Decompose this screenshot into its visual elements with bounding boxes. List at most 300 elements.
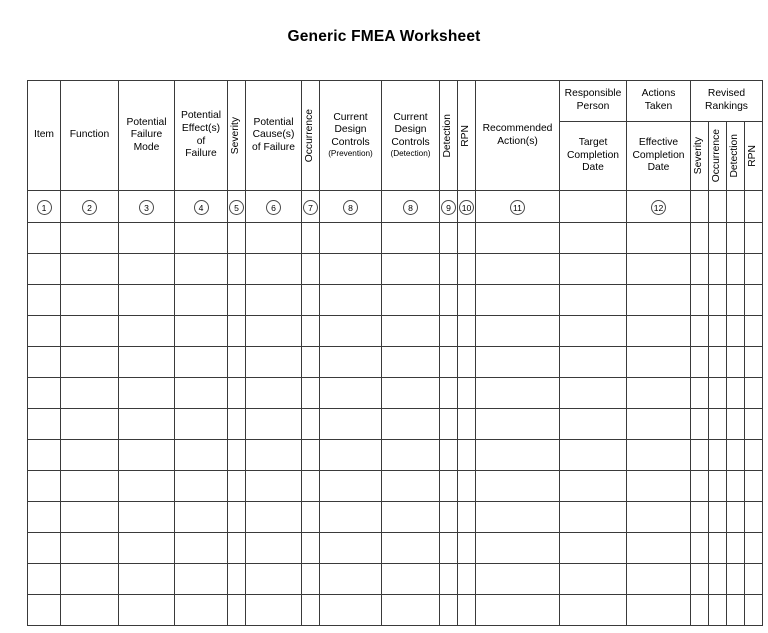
table-cell[interactable]: [458, 347, 476, 378]
table-cell[interactable]: [709, 378, 727, 409]
table-cell[interactable]: [727, 347, 745, 378]
table-cell[interactable]: [691, 378, 709, 409]
step-number-badge: 11: [510, 200, 525, 215]
table-cell[interactable]: [382, 595, 440, 626]
table-cell[interactable]: [228, 223, 246, 254]
table-cell[interactable]: [61, 347, 119, 378]
table-cell[interactable]: [246, 347, 302, 378]
table-row[interactable]: [28, 533, 763, 564]
table-row[interactable]: [28, 254, 763, 285]
column-header-occurrence-label: Occurrence: [304, 108, 316, 163]
table-cell[interactable]: [627, 223, 691, 254]
table-body: [28, 191, 763, 626]
table-cell[interactable]: [560, 254, 627, 285]
table-cell[interactable]: [691, 564, 709, 595]
page-title: Generic FMEA Worksheet: [287, 28, 481, 45]
table-cell[interactable]: [119, 254, 175, 285]
column-header-target-completion-date-label: Target Completion Date: [566, 137, 620, 174]
column-header-revised-rankings-group: [691, 81, 763, 122]
table-cell[interactable]: [458, 533, 476, 564]
table-cell[interactable]: [440, 533, 458, 564]
column-header-revised-occurrence-label: Occurrence: [711, 129, 723, 183]
table-row[interactable]: [28, 285, 763, 316]
table-cell[interactable]: [727, 595, 745, 626]
table-cell[interactable]: [175, 471, 228, 502]
table-cell[interactable]: [320, 347, 382, 378]
table-row[interactable]: [28, 378, 763, 409]
table-cell[interactable]: [228, 316, 246, 347]
table-cell[interactable]: [745, 316, 763, 347]
fmea-table-container: [27, 80, 759, 600]
table-cell[interactable]: [440, 564, 458, 595]
table-cell[interactable]: [745, 440, 763, 471]
table-cell[interactable]: [440, 254, 458, 285]
table-cell[interactable]: [246, 595, 302, 626]
table-cell[interactable]: [302, 223, 320, 254]
step-number-cell-empty: [709, 191, 727, 223]
table-cell[interactable]: [709, 440, 727, 471]
step-number-badge: 8: [343, 200, 358, 215]
step-number-badge: 12: [651, 200, 666, 215]
table-cell[interactable]: [709, 502, 727, 533]
table-cell[interactable]: [28, 440, 61, 471]
table-cell[interactable]: [28, 285, 61, 316]
table-cell[interactable]: [228, 347, 246, 378]
table-cell[interactable]: [709, 223, 727, 254]
table-cell[interactable]: [727, 378, 745, 409]
table-cell[interactable]: [627, 254, 691, 285]
table-cell[interactable]: [745, 285, 763, 316]
table-cell[interactable]: [119, 409, 175, 440]
table-cell[interactable]: [302, 254, 320, 285]
column-header-occurrence: [302, 81, 320, 191]
table-cell[interactable]: [175, 502, 228, 533]
table-cell[interactable]: [228, 533, 246, 564]
table-cell[interactable]: [320, 440, 382, 471]
table-cell[interactable]: [440, 440, 458, 471]
table-cell[interactable]: [440, 316, 458, 347]
table-cell[interactable]: [228, 595, 246, 626]
table-cell[interactable]: [382, 316, 440, 347]
table-cell[interactable]: [320, 223, 382, 254]
table-cell[interactable]: [691, 502, 709, 533]
table-cell[interactable]: [709, 595, 727, 626]
table-cell[interactable]: [627, 502, 691, 533]
table-cell[interactable]: [440, 347, 458, 378]
table-cell[interactable]: [727, 316, 745, 347]
table-cell[interactable]: [119, 595, 175, 626]
column-header-severity-label: Severity: [230, 116, 242, 155]
table-cell[interactable]: [175, 316, 228, 347]
table-cell[interactable]: [560, 316, 627, 347]
table-cell[interactable]: [302, 409, 320, 440]
table-cell[interactable]: [627, 471, 691, 502]
table-cell[interactable]: [476, 223, 560, 254]
table-cell[interactable]: [560, 347, 627, 378]
table-cell[interactable]: [691, 316, 709, 347]
column-header-rpn-label: RPN: [460, 124, 472, 147]
table-cell[interactable]: [61, 471, 119, 502]
column-header-detection-label: Detection: [442, 113, 454, 158]
table-cell[interactable]: [175, 378, 228, 409]
table-cell[interactable]: [476, 564, 560, 595]
table-cell[interactable]: [28, 316, 61, 347]
column-header-actions-taken-label: Actions Taken: [641, 88, 676, 112]
column-header-revised-detection-label: Detection: [729, 134, 741, 178]
table-cell[interactable]: [745, 502, 763, 533]
table-cell[interactable]: [302, 316, 320, 347]
table-cell[interactable]: [228, 564, 246, 595]
header-row-top: [28, 81, 763, 122]
table-cell[interactable]: [476, 378, 560, 409]
table-cell[interactable]: [627, 285, 691, 316]
table-cell[interactable]: [61, 378, 119, 409]
table-cell[interactable]: [28, 502, 61, 533]
table-row[interactable]: [28, 316, 763, 347]
table-cell[interactable]: [560, 502, 627, 533]
table-cell[interactable]: [627, 347, 691, 378]
table-cell[interactable]: [458, 440, 476, 471]
table-cell[interactable]: [458, 564, 476, 595]
table-cell[interactable]: [382, 223, 440, 254]
table-cell[interactable]: [458, 471, 476, 502]
table-cell[interactable]: [476, 533, 560, 564]
table-cell[interactable]: [745, 254, 763, 285]
column-header-potential-causes-of-failure-label: Potential Cause(s) of Failure: [252, 116, 295, 153]
step-number-badge: 3: [139, 200, 154, 215]
table-cell[interactable]: [745, 595, 763, 626]
table-cell[interactable]: [61, 316, 119, 347]
table-cell[interactable]: [382, 378, 440, 409]
table-row[interactable]: [28, 440, 763, 471]
table-cell[interactable]: [560, 223, 627, 254]
table-cell[interactable]: [320, 502, 382, 533]
table-cell[interactable]: [627, 409, 691, 440]
table-cell[interactable]: [745, 223, 763, 254]
table-cell[interactable]: [691, 347, 709, 378]
table-cell[interactable]: [302, 533, 320, 564]
table-cell[interactable]: [61, 564, 119, 595]
table-cell[interactable]: [246, 564, 302, 595]
table-cell[interactable]: [228, 502, 246, 533]
column-header-potential-causes-of-failure: [246, 81, 302, 191]
table-cell[interactable]: [320, 409, 382, 440]
table-cell[interactable]: [709, 564, 727, 595]
column-header-item: [28, 81, 61, 191]
column-header-revised-severity: [691, 122, 709, 191]
column-header-revised-rpn-label: RPN: [747, 145, 759, 167]
table-cell[interactable]: [476, 316, 560, 347]
table-cell[interactable]: [119, 471, 175, 502]
table-cell[interactable]: [302, 347, 320, 378]
table-cell[interactable]: [175, 564, 228, 595]
table-cell[interactable]: [440, 409, 458, 440]
column-header-revised-detection: [727, 122, 745, 191]
column-header-responsible-person: [560, 81, 627, 122]
step-number-cell: [61, 191, 119, 223]
table-cell[interactable]: [302, 378, 320, 409]
column-header-responsible-person-label: Responsible Person: [564, 88, 622, 112]
table-cell[interactable]: [320, 595, 382, 626]
table-cell[interactable]: [119, 316, 175, 347]
table-cell[interactable]: [382, 254, 440, 285]
table-cell[interactable]: [627, 316, 691, 347]
column-header-target-completion-date: [560, 122, 627, 191]
table-cell[interactable]: [302, 471, 320, 502]
table-cell[interactable]: [320, 533, 382, 564]
table-cell[interactable]: [560, 409, 627, 440]
column-header-actions-taken: [627, 81, 691, 122]
table-cell[interactable]: [476, 285, 560, 316]
table-cell[interactable]: [709, 316, 727, 347]
table-cell[interactable]: [458, 409, 476, 440]
table-cell[interactable]: [246, 316, 302, 347]
table-cell[interactable]: [28, 471, 61, 502]
table-cell[interactable]: [627, 564, 691, 595]
table-cell[interactable]: [28, 223, 61, 254]
table-cell[interactable]: [458, 223, 476, 254]
table-cell[interactable]: [727, 409, 745, 440]
table-cell[interactable]: [119, 378, 175, 409]
table-cell[interactable]: [175, 285, 228, 316]
table-cell[interactable]: [560, 564, 627, 595]
table-cell[interactable]: [175, 595, 228, 626]
step-number-badge: 2: [82, 200, 97, 215]
table-cell[interactable]: [320, 254, 382, 285]
table-cell[interactable]: [61, 440, 119, 471]
step-number-cell: [627, 191, 691, 223]
table-cell[interactable]: [246, 378, 302, 409]
table-cell[interactable]: [246, 285, 302, 316]
table-cell[interactable]: [246, 533, 302, 564]
column-header-effective-completion-date-label: Effective Completion Date: [632, 137, 685, 174]
table-cell[interactable]: [228, 285, 246, 316]
table-cell[interactable]: [119, 440, 175, 471]
table-cell[interactable]: [560, 440, 627, 471]
column-header-potential-failure-mode-label: Potential Failure Mode: [126, 116, 167, 153]
table-cell[interactable]: [440, 378, 458, 409]
table-cell[interactable]: [745, 378, 763, 409]
table-row[interactable]: [28, 564, 763, 595]
table-cell[interactable]: [119, 347, 175, 378]
step-number-cell-empty: [727, 191, 745, 223]
table-cell[interactable]: [246, 409, 302, 440]
step-number-cell: [246, 191, 302, 223]
table-cell[interactable]: [727, 285, 745, 316]
table-cell[interactable]: [302, 502, 320, 533]
table-cell[interactable]: [745, 409, 763, 440]
table-cell[interactable]: [28, 378, 61, 409]
table-cell[interactable]: [560, 595, 627, 626]
table-cell[interactable]: [175, 440, 228, 471]
table-row[interactable]: [28, 409, 763, 440]
table-cell[interactable]: [476, 254, 560, 285]
table-cell[interactable]: [119, 285, 175, 316]
table-cell[interactable]: [61, 533, 119, 564]
table-cell[interactable]: [440, 595, 458, 626]
table-row[interactable]: [28, 471, 763, 502]
table-cell[interactable]: [627, 440, 691, 471]
column-header-revised-rpn: [745, 122, 763, 191]
table-cell[interactable]: [458, 254, 476, 285]
table-cell[interactable]: [382, 533, 440, 564]
table-cell[interactable]: [175, 254, 228, 285]
table-cell[interactable]: [560, 533, 627, 564]
table-cell[interactable]: [246, 471, 302, 502]
table-cell[interactable]: [745, 347, 763, 378]
table-cell[interactable]: [560, 378, 627, 409]
table-cell[interactable]: [61, 223, 119, 254]
table-cell[interactable]: [627, 533, 691, 564]
step-number-badge: 6: [266, 200, 281, 215]
step-number-cell: [458, 191, 476, 223]
table-cell[interactable]: [560, 471, 627, 502]
table-cell[interactable]: [119, 564, 175, 595]
table-cell[interactable]: [320, 285, 382, 316]
column-header-revised-rankings-label: Revised Rankings: [705, 88, 748, 112]
step-number-cell: [476, 191, 560, 223]
table-cell[interactable]: [727, 564, 745, 595]
table-cell[interactable]: [476, 471, 560, 502]
table-cell[interactable]: [458, 595, 476, 626]
table-cell[interactable]: [476, 409, 560, 440]
table-cell[interactable]: [458, 285, 476, 316]
table-cell[interactable]: [228, 378, 246, 409]
table-cell[interactable]: [302, 564, 320, 595]
table-cell[interactable]: [691, 223, 709, 254]
table-cell[interactable]: [382, 347, 440, 378]
table-cell[interactable]: [476, 595, 560, 626]
table-cell[interactable]: [727, 502, 745, 533]
table-cell[interactable]: [228, 471, 246, 502]
table-cell[interactable]: [228, 254, 246, 285]
table-cell[interactable]: [382, 471, 440, 502]
table-cell[interactable]: [28, 254, 61, 285]
table-cell[interactable]: [458, 378, 476, 409]
table-cell[interactable]: [382, 409, 440, 440]
table-cell[interactable]: [302, 440, 320, 471]
column-header-potential-effects-of-failure: [175, 81, 228, 191]
table-cell[interactable]: [691, 471, 709, 502]
table-cell[interactable]: [727, 471, 745, 502]
table-cell[interactable]: [691, 254, 709, 285]
table-cell[interactable]: [320, 316, 382, 347]
table-cell[interactable]: [246, 502, 302, 533]
table-cell[interactable]: [28, 595, 61, 626]
fmea-table: [27, 80, 763, 626]
table-cell[interactable]: [382, 285, 440, 316]
table-cell[interactable]: [458, 502, 476, 533]
table-cell[interactable]: [119, 223, 175, 254]
table-row[interactable]: [28, 347, 763, 378]
table-cell[interactable]: [440, 502, 458, 533]
step-number-cell: [228, 191, 246, 223]
table-cell[interactable]: [28, 347, 61, 378]
table-cell[interactable]: [119, 502, 175, 533]
table-cell[interactable]: [440, 285, 458, 316]
table-cell[interactable]: [691, 533, 709, 564]
column-header-current-design-controls-detection-label: Current Design Controls: [391, 111, 430, 148]
column-header-revised-severity-label: Severity: [693, 137, 705, 175]
table-cell[interactable]: [745, 471, 763, 502]
table-cell[interactable]: [175, 223, 228, 254]
table-cell[interactable]: [382, 502, 440, 533]
table-cell[interactable]: [119, 533, 175, 564]
table-cell[interactable]: [320, 378, 382, 409]
table-cell[interactable]: [709, 254, 727, 285]
table-cell[interactable]: [709, 285, 727, 316]
table-cell[interactable]: [175, 409, 228, 440]
table-cell[interactable]: [61, 285, 119, 316]
table-cell[interactable]: [691, 595, 709, 626]
table-cell[interactable]: [61, 409, 119, 440]
table-cell[interactable]: [302, 595, 320, 626]
table-row[interactable]: [28, 223, 763, 254]
table-cell[interactable]: [709, 409, 727, 440]
table-cell[interactable]: [382, 440, 440, 471]
table-cell[interactable]: [246, 254, 302, 285]
step-number-badge: 8: [403, 200, 418, 215]
table-cell[interactable]: [627, 595, 691, 626]
table-cell[interactable]: [476, 347, 560, 378]
table-cell[interactable]: [175, 533, 228, 564]
table-cell[interactable]: [745, 564, 763, 595]
table-cell[interactable]: [627, 378, 691, 409]
table-row[interactable]: [28, 502, 763, 533]
table-cell[interactable]: [727, 440, 745, 471]
table-cell[interactable]: [727, 223, 745, 254]
table-row[interactable]: [28, 595, 763, 626]
table-cell[interactable]: [61, 502, 119, 533]
table-cell[interactable]: [560, 285, 627, 316]
column-header-recommended-actions-label: Recommended Action(s): [482, 122, 553, 147]
table-cell[interactable]: [228, 409, 246, 440]
column-header-detection: [440, 81, 458, 191]
table-cell[interactable]: [302, 285, 320, 316]
table-cell[interactable]: [382, 564, 440, 595]
table-cell[interactable]: [28, 409, 61, 440]
table-cell[interactable]: [61, 254, 119, 285]
column-header-current-design-controls-detection-sublabel: (Detection): [390, 149, 431, 159]
table-cell[interactable]: [727, 533, 745, 564]
table-cell[interactable]: [709, 533, 727, 564]
table-cell[interactable]: [228, 440, 246, 471]
table-cell[interactable]: [458, 316, 476, 347]
table-cell[interactable]: [476, 440, 560, 471]
table-cell[interactable]: [28, 564, 61, 595]
table-cell[interactable]: [745, 533, 763, 564]
table-cell[interactable]: [246, 440, 302, 471]
table-cell[interactable]: [691, 285, 709, 316]
table-cell[interactable]: [476, 502, 560, 533]
step-numbers-row: [28, 191, 763, 223]
table-cell[interactable]: [246, 223, 302, 254]
table-cell[interactable]: [320, 471, 382, 502]
table-cell[interactable]: [709, 347, 727, 378]
table-cell[interactable]: [709, 471, 727, 502]
table-cell[interactable]: [320, 564, 382, 595]
table-cell[interactable]: [691, 440, 709, 471]
column-header-revised-occurrence: [709, 122, 727, 191]
column-header-potential-effects-of-failure-label: Potential Effect(s) of Failure: [180, 110, 222, 160]
table-cell[interactable]: [440, 223, 458, 254]
table-cell[interactable]: [175, 347, 228, 378]
table-cell[interactable]: [727, 254, 745, 285]
table-cell[interactable]: [691, 409, 709, 440]
table-cell[interactable]: [61, 595, 119, 626]
table-cell[interactable]: [28, 533, 61, 564]
table-cell[interactable]: [440, 471, 458, 502]
